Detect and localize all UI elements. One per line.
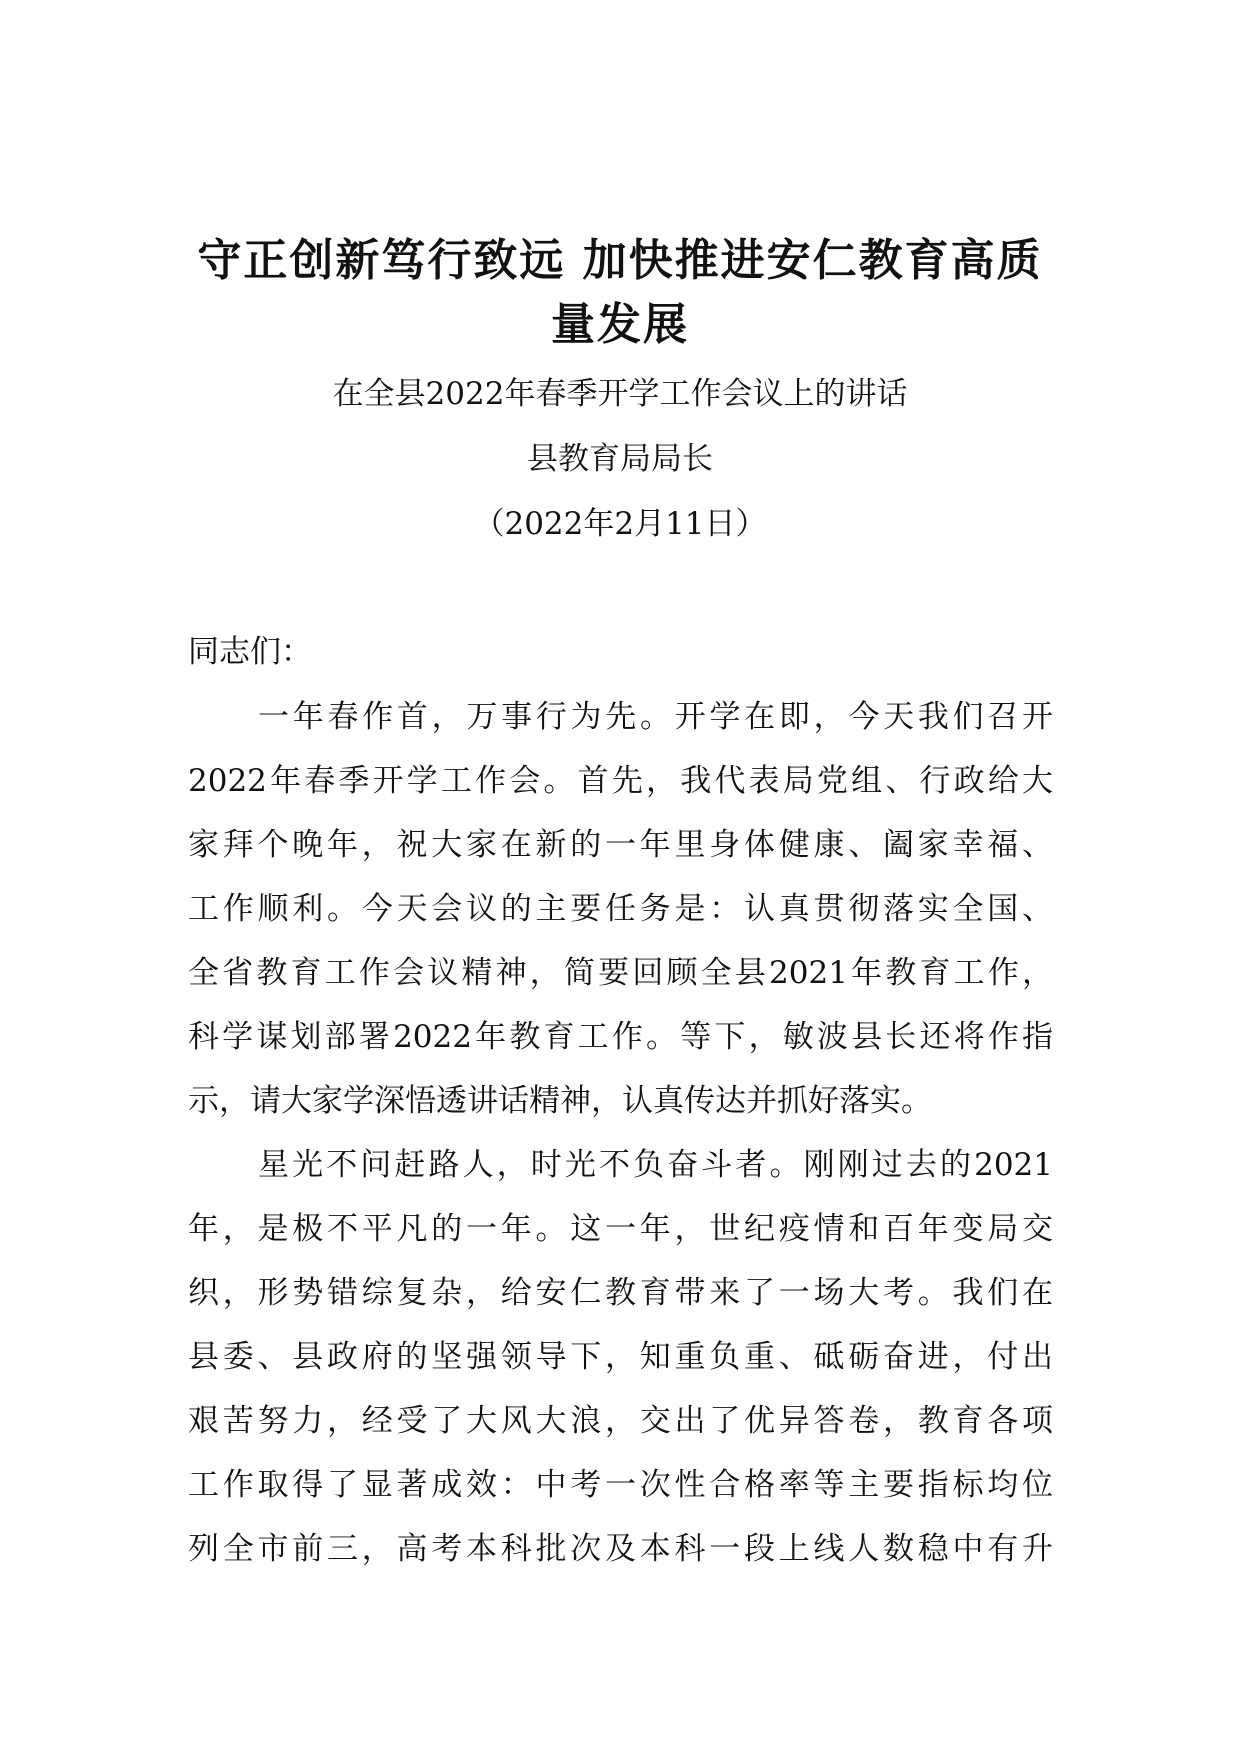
document-title-line-2: 量发展	[551, 299, 689, 350]
document-subtitle: 在全县2022年春季开学工作会议上的讲话	[332, 376, 908, 412]
document-date: （2022年2月11日）	[473, 506, 767, 542]
body-line: 年，是极不平凡的一年。这一年，世纪疫情和百年变局交	[188, 1211, 1053, 1247]
body-line: 全省教育工作会议精神，简要回顾全县2021年教育工作，	[188, 955, 1053, 991]
body-line: 县委、县政府的坚强领导下，知重负重、砥砺奋进，付出	[188, 1339, 1053, 1375]
body-line: 一年春作首，万事行为先。开学在即，今天我们召开	[258, 699, 1053, 735]
document-title-line-1: 守正创新笃行致远 加快推进安仁教育高质	[197, 235, 1043, 286]
salutation: 同志们：	[188, 634, 312, 670]
body-line: 星光不问赶路人，时光不负奋斗者。刚刚过去的2021	[258, 1147, 1053, 1183]
body-line: 艰苦努力，经受了大风大浪，交出了优异答卷，教育各项	[188, 1403, 1053, 1439]
body-line: 示，请大家学深悟透讲话精神，认真传达并抓好落实。	[188, 1083, 932, 1119]
body-line: 科学谋划部署2022年教育工作。等下，敏波县长还将作指	[188, 1019, 1053, 1055]
body-line: 织，形势错综复杂，给安仁教育带来了一场大考。我们在	[188, 1275, 1053, 1311]
body-line: 列全市前三，高考本科批次及本科一段上线人数稳中有升	[188, 1531, 1053, 1567]
document-author: 县教育局局长	[527, 441, 713, 477]
body-line: 家拜个晚年，祝大家在新的一年里身体健康、阖家幸福、	[188, 827, 1053, 863]
body-line: 工作顺利。今天会议的主要任务是：认真贯彻落实全国、	[188, 891, 1053, 927]
body-line: 工作取得了显著成效：中考一次性合格率等主要指标均位	[188, 1467, 1053, 1503]
body-line: 2022年春季开学工作会。首先，我代表局党组、行政给大	[188, 763, 1053, 799]
